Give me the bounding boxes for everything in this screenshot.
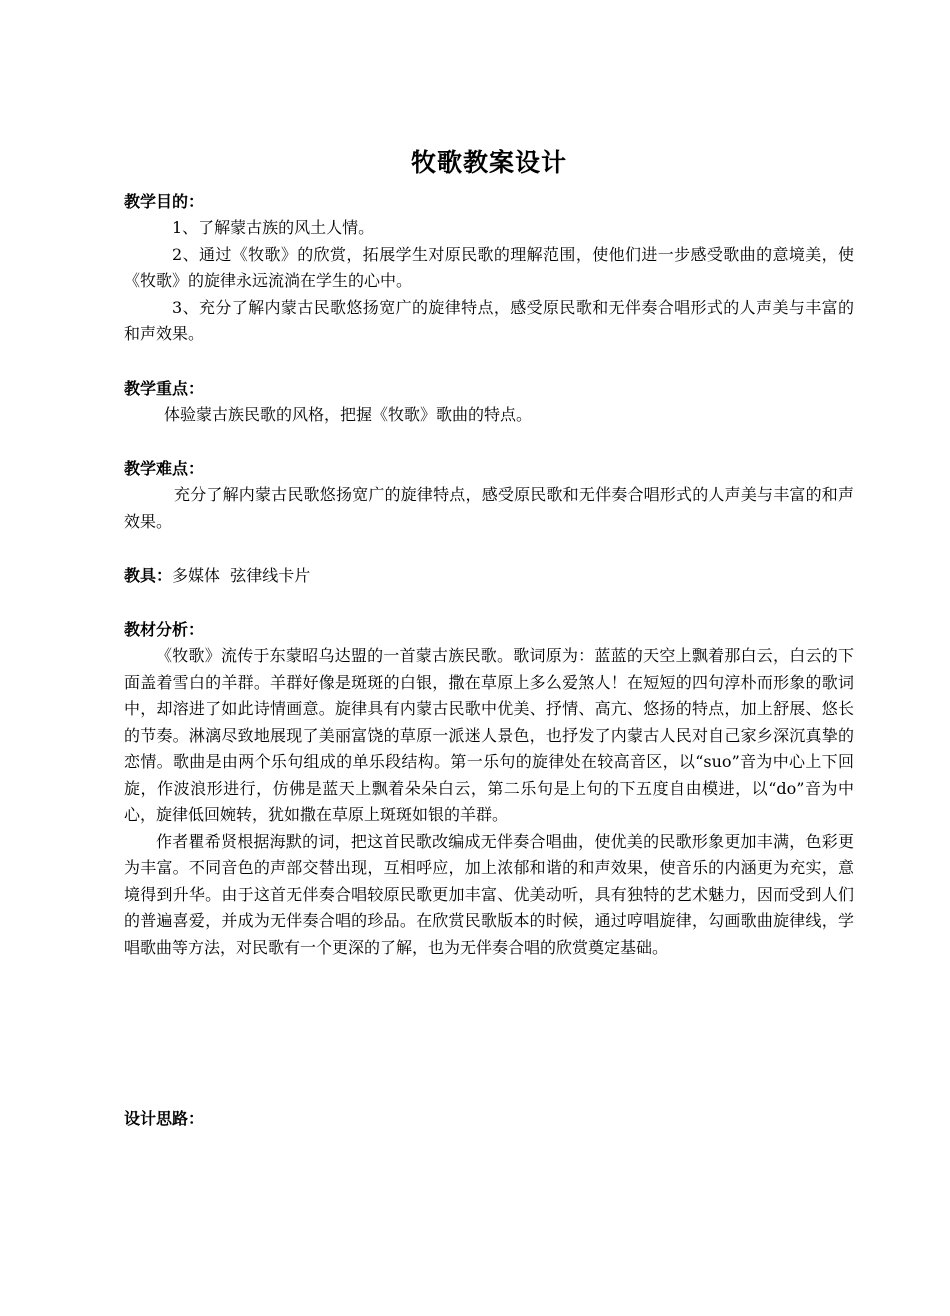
analysis-section	[124, 617, 854, 961]
objectives-heading: 教学目的：	[124, 192, 205, 211]
analysis-paragraph-2: 作者瞿希贤根据海默的词，把这首民歌改编成无伴奏合唱曲，使优美的民歌形象更加丰满，色彩更为丰富。不同音色的声部交替出现，互相呼应，加上浓郁和谐的和声效果，使音乐的内涵更为充实，意境得到升华。由于这首无伴奏合唱较原民歌更加丰富、优美动听，具有独特的艺术魅力，因而受到人们的普遍喜爱，并成为无伴奏合唱的珍品。在欣赏民歌版本的时候，通过哼唱旋律，勾画歌曲旋律线，学唱歌曲等方法，对民歌有一个更深的了解，也为无伴奏合唱的欣赏奠定基础。	[124, 831, 854, 957]
document-title: 牧歌教案设计	[410, 148, 567, 177]
objective-item-3: 3、充分了解内蒙古民歌悠扬宽广的旋律特点，感受原民歌和无伴奏合唱形式的人声美与丰富的和声效果。	[124, 297, 854, 343]
key-points-text: 体验蒙古族民歌的风格，把握《牧歌》歌曲的特点。	[164, 405, 533, 424]
objectives-section	[124, 189, 854, 348]
tools-row	[124, 563, 854, 589]
difficulties-section	[124, 456, 854, 535]
difficulties-heading: 教学难点：	[124, 459, 205, 478]
key-points-section	[124, 376, 854, 429]
key-points-heading: 教学重点：	[124, 379, 205, 398]
design-heading: 设计思路：	[124, 1109, 205, 1128]
objective-item-1: 1、了解蒙古族的风土人情。	[172, 218, 375, 237]
tools-label: 教具：	[124, 566, 173, 585]
objective-item-2: 2、通过《牧歌》的欣赏，拓展学生对原民歌的理解范围，使他们进一步感受歌曲的意境美，使《牧歌》的旋律永远流淌在学生的心中。	[124, 244, 854, 290]
difficulties-text: 充分了解内蒙古民歌悠扬宽广的旋律特点，感受原民歌和无伴奏合唱形式的人声美与丰富的和声效果。	[124, 485, 854, 531]
analysis-paragraph-1: 《牧歌》流传于东蒙昭乌达盟的一首蒙古族民歌。歌词原为：蓝蓝的天空上飘着那白云，白云的下面盖着雪白的羊群。羊群好像是斑斑的白银，撒在草原上多么爱煞人！在短短的四句淳朴而形象的歌词中，却溶进了如此诗情画意。旋律具有内蒙古民歌中优美、抒情、高亢、悠扬的特点，加上舒展、悠长的节奏。淋漓尽致地展现了美丽富饶的草原一派迷人景色，也抒发了内蒙古人民对自己家乡深沉真挚的恋情。歌曲是由两个乐句组成的单乐段结构。第一乐句的旋律处在较高音区，以“suo”音为中心上下回旋，作波浪形进行，仿佛是蓝天上飘着朵朵白云，第二乐句是上句的下五度自由模进，以“do”音为中心，旋律低回婉转，犹如撒在草原上斑斑如银的羊群。	[124, 646, 854, 824]
design-section	[124, 1106, 854, 1132]
tools-section	[124, 563, 854, 589]
analysis-heading: 教材分析：	[124, 620, 205, 639]
tools-value: 多媒体 弦律线卡片	[172, 566, 311, 585]
